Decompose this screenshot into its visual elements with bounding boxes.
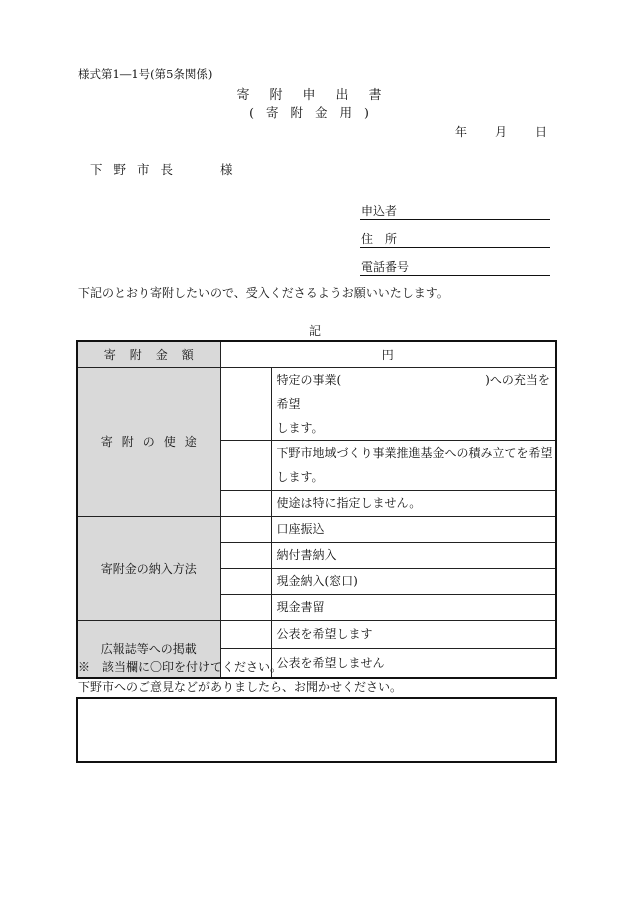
publicity-option-1: 公表を希望します bbox=[271, 620, 556, 648]
use-label: 寄附の使途 bbox=[100, 435, 206, 449]
document-subtitle: (寄附金用) bbox=[249, 105, 381, 120]
use-row-1 bbox=[77, 367, 556, 440]
amount-unit: 円 bbox=[381, 347, 394, 362]
applicant-name-field[interactable] bbox=[360, 205, 550, 220]
publicity-option-2: 公表を希望しません bbox=[271, 648, 556, 678]
publicity-check-1[interactable] bbox=[220, 620, 271, 648]
date-day[interactable]: 日 bbox=[535, 125, 548, 139]
use-option-3: 使途は特に指定しません。 bbox=[271, 490, 556, 516]
use-check-1[interactable] bbox=[220, 367, 271, 440]
payment-row-1 bbox=[77, 516, 556, 542]
date-line bbox=[455, 126, 547, 138]
use-label-cell bbox=[77, 367, 220, 516]
use-option-1-line1: 特定の事業( )への充当を希望 bbox=[276, 372, 550, 411]
addressee-honorific: 様 bbox=[220, 162, 233, 177]
amount-row bbox=[77, 341, 556, 367]
mark-instruction: ※ 該当欄に〇印を付けてください。 bbox=[78, 660, 283, 674]
opinion-prompt: 下野市へのご意見などがありましたら、お聞かせください。 bbox=[78, 680, 403, 694]
payment-check-1[interactable] bbox=[220, 516, 271, 542]
intro-text: 下記のとおり寄附したいので、受入くださるようお願いいたします。 bbox=[78, 286, 449, 300]
use-check-2[interactable] bbox=[220, 440, 271, 490]
document-title: 寄附申出書 bbox=[236, 88, 402, 103]
payment-label-cell bbox=[77, 516, 220, 620]
payment-option-3: 現金納入(窓口) bbox=[271, 568, 556, 594]
payment-check-4[interactable] bbox=[220, 594, 271, 620]
amount-value-cell[interactable] bbox=[220, 341, 556, 367]
publicity-label: 広報誌等への掲載 bbox=[100, 642, 197, 657]
payment-option-2: 納付書納入 bbox=[271, 542, 556, 568]
use-option-1 bbox=[271, 367, 556, 440]
addressee-mayor: 下野市長 bbox=[90, 162, 185, 177]
publicity-row-1 bbox=[77, 620, 556, 648]
use-option-2-line1: 下野市地域づくり事業推進基金への積み立てを希望 bbox=[276, 446, 553, 460]
addressee bbox=[90, 164, 233, 177]
use-check-3[interactable] bbox=[220, 490, 271, 516]
use-option-1-line2: します。 bbox=[276, 420, 324, 435]
payment-check-2[interactable] bbox=[220, 542, 271, 568]
use-option-2 bbox=[271, 440, 556, 490]
payment-option-4: 現金書留 bbox=[271, 594, 556, 620]
use-option-2-line2: します。 bbox=[276, 470, 324, 484]
phone-field[interactable] bbox=[360, 261, 550, 276]
form-number: 様式第1―1号(第5条関係) bbox=[78, 67, 213, 81]
amount-label: 寄附金額 bbox=[103, 347, 208, 362]
address-field[interactable] bbox=[360, 233, 550, 248]
donation-table bbox=[76, 340, 557, 679]
payment-option-1: 口座振込 bbox=[271, 516, 556, 542]
phone-label: 電話番号 bbox=[361, 260, 410, 274]
applicant-name-label: 申込者 bbox=[361, 204, 398, 218]
amount-label-cell bbox=[77, 341, 220, 367]
opinion-box[interactable] bbox=[76, 697, 557, 763]
date-year[interactable]: 年 bbox=[455, 125, 468, 139]
date-month[interactable]: 月 bbox=[495, 125, 508, 139]
address-label: 住 所 bbox=[361, 232, 398, 246]
payment-check-3[interactable] bbox=[220, 568, 271, 594]
ki-heading: 記 bbox=[308, 324, 321, 338]
payment-label: 寄附金の納入方法 bbox=[100, 561, 197, 576]
